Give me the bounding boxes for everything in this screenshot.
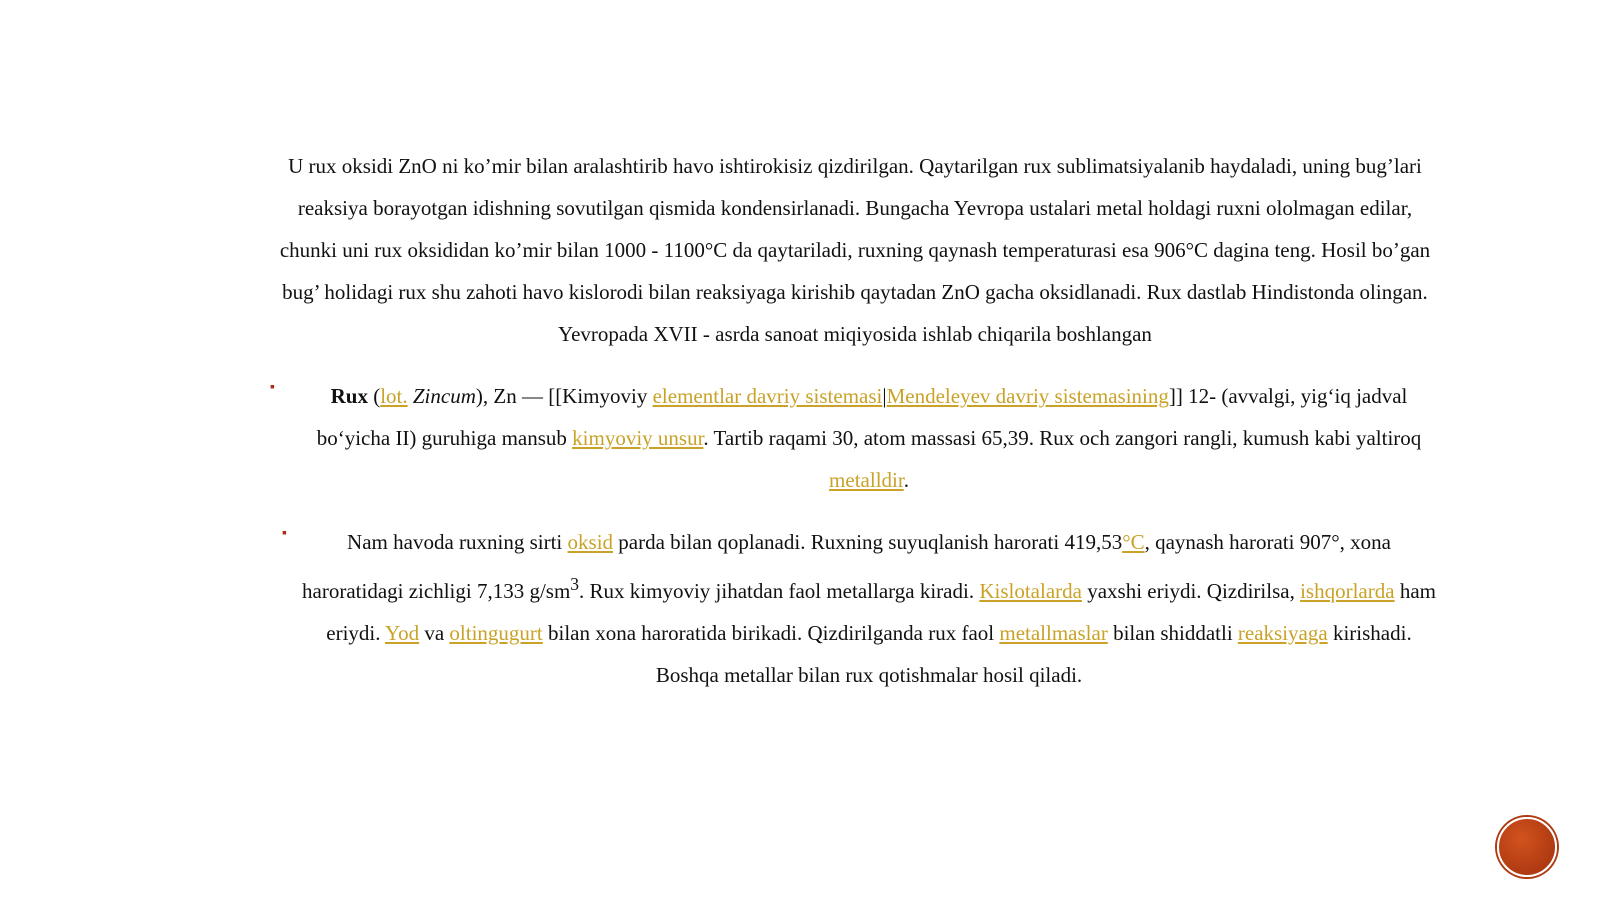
link-elementlar-davriy-sistemasi[interactable]: elementlar davriy sistemasi bbox=[652, 384, 883, 408]
text-fragment: ]] 12- (avvalgi, yig‘iq jadval bo‘yicha II) guruhiga mansub bbox=[316, 384, 1408, 450]
link-reaksiyaga[interactable]: reaksiyaga bbox=[1237, 621, 1328, 645]
link-lot[interactable]: lot. bbox=[380, 384, 408, 408]
text-fragment: ( bbox=[367, 384, 381, 408]
intro-paragraph: U rux oksidi ZnO ni ko’mir bilan aralashtirib havo ishtirokisiz qizdirilgan. Qaytarilgan rux sublimatsiyalanib haydaladi, uning bug’lari reaksiya borayotgan idishning sovutilgan qismida kondensirlanadi. Bungacha Yevropa ustalari metal holdagi ruxni ololmagan edilar, chunki uni rux oksididan ko’mir bilan 1000 - 1100°C da qaytariladi, ruxning qaynash temperaturasi esa 906°C dagina teng. Hosil bo’gan bug’ holidagi rux shu zahoti havo kislorodi bilan reaksiyaga kirishib qaytadan ZnO gacha oksidlanadi. Rux dastlab Hindistonda olingan. Yevropada XVII - asrda sanoat miqiyosida ishlab chiqarila boshlangan bbox=[279, 154, 1431, 346]
text-fragment: . Tartib raqami 30, atom massasi 65,39. Rux och zangori rangli, kumush kabi yaltiroq bbox=[703, 426, 1422, 450]
link-metalldir[interactable]: metalldir bbox=[829, 468, 904, 492]
text-fragment: Nam havoda ruxning sirti bbox=[347, 530, 568, 554]
link-degree-celsius[interactable]: °C bbox=[1122, 530, 1145, 554]
text-fragment: ham eriydi. bbox=[326, 579, 1436, 645]
term-rux: Rux bbox=[330, 384, 368, 408]
text-fragment: parda bilan qoplanadi. Ruxning suyuqlanish harorati 419,53 bbox=[613, 530, 1123, 554]
text-fragment: bilan shiddatli bbox=[1107, 621, 1238, 645]
link-kislotalarda[interactable]: Kislotalarda bbox=[979, 579, 1082, 603]
link-metallmaslar[interactable]: metallmaslar bbox=[999, 621, 1108, 645]
text-fragment: . Rux kimyoviy jihatdan faol metallarga kiradi. bbox=[579, 579, 980, 603]
circle-nav-button-icon[interactable] bbox=[1497, 817, 1557, 877]
text-fragment: . bbox=[903, 468, 909, 492]
text-fragment: va bbox=[419, 621, 450, 645]
link-kimyoviy-unsur[interactable]: kimyoviy unsur bbox=[572, 426, 704, 450]
text-fragment: kirishadi. Boshqa metallar bilan rux qotishmalar hosil qiladi. bbox=[655, 621, 1412, 687]
link-yod[interactable]: Yod bbox=[385, 621, 420, 645]
term-zincum: Zincum bbox=[412, 384, 476, 408]
link-oksid[interactable]: oksid bbox=[567, 530, 614, 554]
text-fragment: bilan xona haroratida birikadi. Qizdirilganda rux faol bbox=[542, 621, 1000, 645]
bullet-marker-icon: ▪ bbox=[270, 380, 275, 395]
superscript-three: 3 bbox=[570, 574, 580, 594]
bullet-item-rux-properties bbox=[270, 521, 1440, 696]
text-fragment: ), Zn — [[Kimyoviy bbox=[475, 384, 653, 408]
bullet-item-rux-definition bbox=[270, 375, 1440, 501]
link-ishqorlarda[interactable]: ishqorlarda bbox=[1300, 579, 1395, 603]
text-fragment: | bbox=[882, 384, 887, 408]
text-fragment: , qaynash harorati 907°, xona haroratidagi zichligi 7,133 g/sm bbox=[302, 530, 1391, 603]
link-mendeleyev-davriy-sistemasining[interactable]: Mendeleyev davriy sistemasining bbox=[886, 384, 1169, 408]
link-oltingugurt[interactable]: oltingugurt bbox=[449, 621, 543, 645]
text-fragment: yaxshi eriydi. Qizdirilsa, bbox=[1081, 579, 1301, 603]
slide-content bbox=[270, 145, 1440, 696]
bullet-marker-icon: ▪ bbox=[282, 526, 287, 541]
